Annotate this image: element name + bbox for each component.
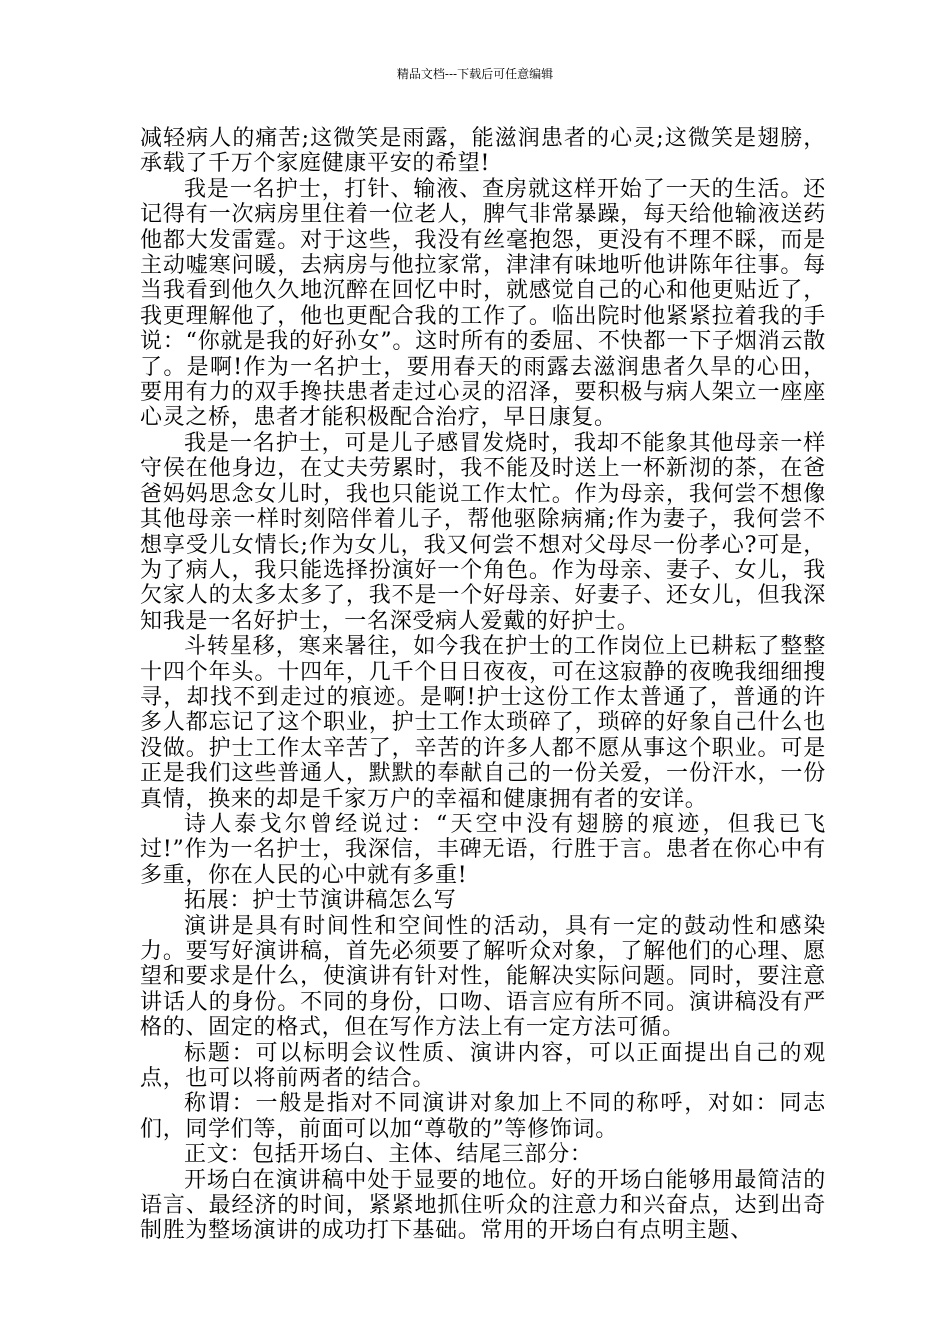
- paragraph: 诗人泰戈尔曾经说过：“天空中没有翅膀的痕迹，但我已飞过!”作为一名护士，我深信，丰碑无语，行胜于言。患者在你心中有多重，你在人民的心中就有多重!: [140, 811, 826, 888]
- paragraph: 减轻病人的痛苦;这微笑是雨露，能滋润患者的心灵;这微笑是翅膀，承载了千万个家庭健康平安的希望!: [140, 126, 826, 177]
- paragraph: 正文：包括开场白、主体、结尾三部分：: [184, 1142, 593, 1168]
- paragraph: 开场白在演讲稿中处于显要的地位。好的开场白能够用最简洁的语言、最经济的时间，紧紧地抓住听众的注意力和兴奋点，达到出奇制胜为整场演讲的成功打下基础。常用的开场白有点明主题、: [140, 1167, 826, 1244]
- paragraph: 演讲是具有时间性和空间性的活动，具有一定的鼓动性和感染力。要写好演讲稿，首先必须要了解听众对象，了解他们的心理、愿望和要求是什么，使演讲有针对性，能解决实际问题。同时，要注意讲话人的身份。不同的身份，口吻、语言应有所不同。演讲稿没有严格的、固定的格式，但在写作方法上有一定方法可循。: [140, 913, 826, 1041]
- document-body: [140, 126, 826, 1244]
- section-heading: 拓展：护士节演讲稿怎么写: [184, 888, 457, 914]
- paragraph: 斗转星移，寒来暑往，如今我在护士的工作岗位上已耕耘了整整十四个年头。十四年，几千个日日夜夜，可在这寂静的夜晚我细细搜寻，却找不到走过的痕迹。是啊!护士这份工作太普通了，普通的许多人都忘记了这个职业，护士工作太琐碎了，琐碎的好象自己什么也没做。护士工作太辛苦了，辛苦的许多人都不愿从事这个职业。可是正是我们这些普通人，默默的奉献自己的一份关爱，一份汗水，一份真情，换来的却是千家万户的幸福和健康拥有者的安详。: [140, 634, 826, 812]
- paragraph: 我是一名护士，打针、输液、查房就这样开始了一天的生活。还记得有一次病房里住着一位老人，脾气非常暴躁，每天给他输液送药他都大发雷霆。对于这些，我没有丝毫抱怨，更没有不理不睬，而是主动嘘寒问暖，去病房与他拉家常，津津有味地听他讲陈年往事。每当我看到他久久地沉醉在回忆中时，就感觉自己的心和他更贴近了，我更理解他了，他也更配合我的工作了。临出院时他紧紧拉着我的手说：“你就是我的好孙女”。这时所有的委屈、不快都一下子烟消云散了。是啊!作为一名护士，要用春天的雨露去滋润患者久旱的心田，要用有力的双手搀扶患者走过心灵的沼泽，要积极与病人架立一座座心灵之桥，患者才能积极配合治疗，早日康复。: [140, 176, 826, 431]
- paragraph: 称谓：一般是指对不同演讲对象加上不同的称呼，对如：同志们，同学们等，前面可以加“尊敬的”等修饰词。: [140, 1091, 826, 1142]
- paragraph: 标题：可以标明会议性质、演讲内容，可以正面提出自己的观点，也可以将前两者的结合。: [140, 1040, 826, 1092]
- page-header: 精品文档---下载后可任意编辑: [396, 67, 554, 81]
- paragraph: 我是一名护士，可是儿子感冒发烧时，我却不能象其他母亲一样守侯在他身边，在丈夫劳累时，我不能及时送上一杯新沏的茶，在爸爸妈妈思念女儿时，我也只能说工作太忙。作为母亲，我何尝不想像其他母亲一样时刻陪伴着儿子，帮他驱除病痛;作为妻子，我何尝不想享受儿女情长;作为女儿，我又何尝不想对父母尽一份孝心?可是，为了病人，我只能选择扮演好一个角色。作为母亲、妻子、女儿，我欠家人的太多太多了，我不是一个好母亲、好妻子、还女儿，但我深知我是一名好护士，一名深受病人爱戴的好护士。: [140, 430, 826, 634]
